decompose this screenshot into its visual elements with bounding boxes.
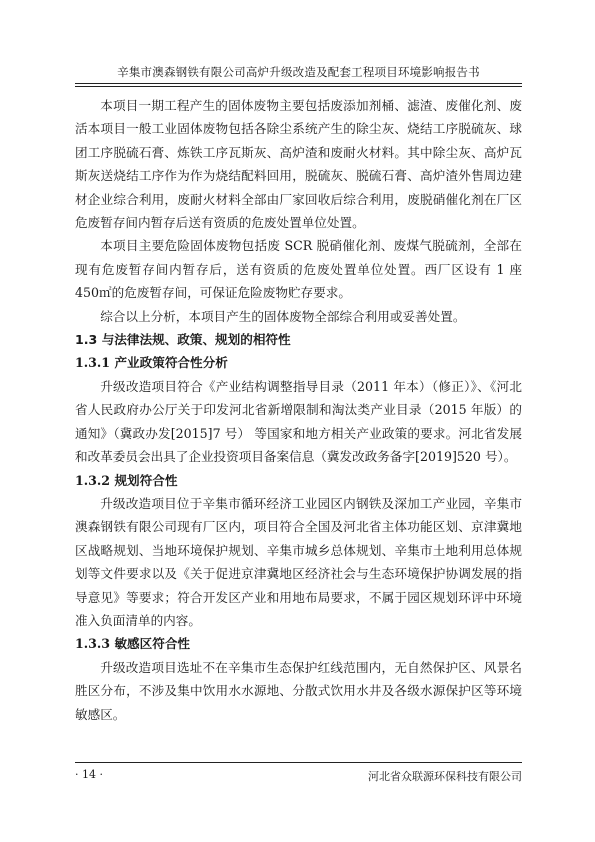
- paragraph-planning-compliance: 升级改造项目位于辛集市循环经济工业园区内钢铁及深加工产业园，辛集市澳森钢铁有限公司现有厂区内，项目符合全国及河北省主体功能区划、京津冀地区战略规划、当地环境保护规划、辛集市城乡总体规划、辛集市土地利用总体规划等文件要求以及《关于促进京津冀地区经济社会与生态环境保护协调发展的指导意见》等要求；符合开发区产业和用地布局要求，不属于园区规划环评中环境准入负面清单的内容。: [75, 495, 522, 628]
- page-body: [75, 94, 522, 726]
- paragraph-hazardous-waste: 本项目主要危险固体废物包括废 SCR 脱硝催化剂、废煤气脱硫剂，全部在现有危废暂存间内暂存后，送有资质的危废处置单位处置。西厂区设有 1 座 450㎡的危废暂存间，可保证危险废物贮存要求。: [75, 238, 522, 301]
- paragraph-solid-waste-general: 本项目一期工程产生的固体废物主要包括废添加剂桶、滤渣、废催化剂、废活本项目一般工业固体废物包括各除尘系统产生的除尘灰、烧结工序脱硫灰、球团工序脱硫石膏、炼铁工序瓦斯灰、高炉渣和废耐火材料。其中除尘灰、高炉瓦斯灰送烧结工序作为作为烧结配料回用，脱硫灰、脱硫石膏、高炉渣外售周边建材企业综合利用，废耐火材料全部由厂家回收后综合利用，废脱硝催化剂在厂区危废暂存间内暂存后送有资质的危废处置单位处置。: [75, 98, 522, 231]
- paragraph-summary: 综合以上分析，本项目产生的固体废物全部综合利用或妥善处置。: [100, 308, 466, 324]
- footer-company-name: 河北省众联源环保科技有限公司: [368, 770, 522, 783]
- footer-rule: [75, 762, 522, 763]
- running-header: 辛集市澳森钢铁有限公司高炉升级改造及配套工程项目环境影响报告书: [117, 65, 480, 79]
- subsection-heading-1-3-2: 1.3.2 规划符合性: [75, 472, 178, 488]
- paragraph-industrial-policy: 升级改造项目符合《产业结构调整指导目录（2011 年本）（修正）》、《河北省人民政府办公厅关于印发河北省新增限制和淘汰类产业目录（2015 年版）的通知》（冀政办发[2015]7 号） 等国家和地方相关产业政策的要求。河北省发展和改革委员会出具了企业投资项目备案信息（冀发改政务备字[2019]520 号）。: [75, 378, 522, 465]
- section-heading-1-3: 1.3 与法律法规、政策、规划的相符性: [75, 332, 291, 348]
- subsection-heading-1-3-1: 1.3.1 产业政策符合性分析: [75, 355, 228, 371]
- subsection-heading-1-3-3: 1.3.3 敏感区符合性: [75, 636, 191, 652]
- paragraph-sensitive-area: 升级改造项目选址不在辛集市生态保护红线范围内，无自然保护区、风景名胜区分布，不涉及集中饮用水水源地、分散式饮用水井及各级水源保护区等环境敏感区。: [75, 659, 522, 722]
- header-rule-thin: [75, 86, 522, 87]
- header-rule-thick: [75, 83, 522, 84]
- page-number: · 14 ·: [75, 768, 103, 781]
